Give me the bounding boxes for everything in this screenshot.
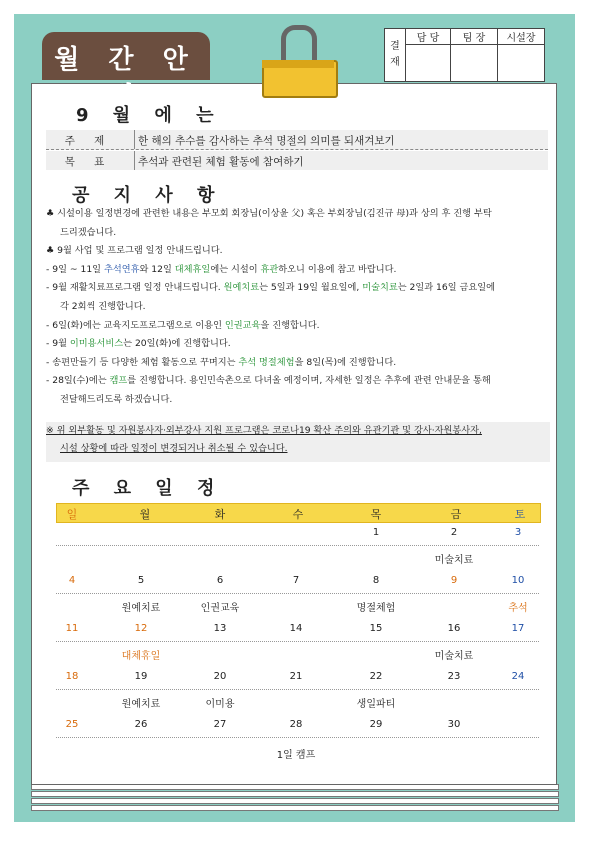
calendar-header [56, 503, 541, 523]
goal-label: 목 표 [64, 156, 113, 168]
warning-line: ※ 위 외부활동 및 자원봉사자·외부강사 지원 프로그램은 코로나19 확산 주의와 유관기관 및 강사·자원봉사자, [46, 425, 482, 436]
warning-box [46, 422, 550, 462]
approval-sign-team[interactable] [451, 45, 498, 82]
date-sat: 10 [511, 575, 525, 586]
month-title: 9 월 에 는 [76, 105, 223, 126]
date-sat: 24 [511, 671, 525, 682]
week-separator [56, 593, 539, 594]
date-fri: 2 [450, 527, 458, 538]
approval-side-label: 결 재 [385, 29, 406, 82]
date-fri: 9 [450, 575, 458, 586]
approval-col-staff: 담 당 [406, 29, 451, 45]
week-separator [56, 641, 539, 642]
title-tab [42, 32, 210, 112]
notice-title: 공 지 사 항 [72, 185, 224, 206]
approval-sign-director[interactable] [498, 45, 545, 82]
date-tue: 6 [216, 575, 224, 586]
date-sat: 3 [514, 527, 522, 538]
approval-col-team: 팀 장 [451, 29, 498, 45]
date-mon: 19 [134, 671, 148, 682]
calendar-event: 명절체험 [356, 603, 396, 614]
binder-clip-wire [281, 25, 317, 64]
date-fri: 23 [447, 671, 461, 682]
calendar-event: 미술치료 [434, 555, 474, 566]
date-wed: 28 [289, 719, 303, 730]
calendar-event: 1일 캠프 [276, 750, 316, 761]
day-header-mon: 월 [139, 508, 151, 521]
paper-edge-2 [31, 791, 559, 797]
date-wed: 14 [289, 623, 303, 634]
week-separator [56, 545, 539, 546]
date-sat: 17 [511, 623, 525, 634]
notice-line: - 9월 이미용서비스는 20일(화)에 진행합니다. [46, 338, 231, 350]
notice-line: - 28일(수)에는 캠프를 진행합니다. 용인민속촌으로 다녀올 예정이며, 자세한 일정은 추후에 관련 안내문을 통해 [46, 375, 491, 387]
day-header-sat: 토 [514, 508, 526, 521]
approval-sign-staff[interactable] [406, 45, 451, 82]
paper-edge-3 [31, 798, 559, 804]
date-thu: 1 [372, 527, 380, 538]
date-sun: 18 [65, 671, 79, 682]
notice-line: ♣ 9월 사업 및 프로그램 일정 안내드립니다. [46, 245, 223, 257]
calendar-event: 생일파티 [356, 699, 396, 710]
date-sun: 25 [65, 719, 79, 730]
warning-line: 시설 상황에 따라 일정이 변경되거나 취소될 수 있습니다. [60, 443, 288, 454]
day-header-thu: 목 [370, 508, 382, 521]
date-tue: 20 [213, 671, 227, 682]
date-tue: 13 [213, 623, 227, 634]
paper-edge-4 [31, 805, 559, 811]
approval-col-director: 시설장 [498, 29, 545, 45]
week-separator [56, 689, 539, 690]
date-thu: 15 [369, 623, 383, 634]
calendar-event: 추석 [508, 603, 528, 614]
theme-row [46, 130, 548, 150]
week-separator [56, 737, 539, 738]
notice-line: 각 2회씩 진행합니다. [60, 300, 146, 312]
day-header-sun: 일 [66, 508, 78, 521]
notice-line: ♣ 시설이용 일정변경에 관련한 내용은 부모회 회장님(이상윤 父) 혹은 부회장님(김진규 母)과 상의 후 진행 부탁 [46, 208, 492, 219]
theme-label: 주 제 [64, 135, 113, 147]
calendar-event: 이미용 [205, 699, 235, 710]
calendar-event: 미술치료 [434, 651, 474, 662]
tab-title: 월 간 안 내 [54, 45, 198, 112]
date-thu: 29 [369, 719, 383, 730]
goal-divider [134, 151, 135, 170]
calendar-event: 원예치료 [121, 699, 161, 710]
date-fri: 16 [447, 623, 461, 634]
date-wed: 21 [289, 671, 303, 682]
calendar-event: 인권교육 [200, 603, 240, 614]
date-sun: 4 [68, 575, 76, 586]
binder-clip-band [262, 60, 334, 68]
calendar-event: 원예치료 [121, 603, 161, 614]
day-header-tue: 화 [214, 508, 226, 521]
date-tue: 27 [213, 719, 227, 730]
date-fri: 30 [447, 719, 461, 730]
day-header-wed: 수 [292, 508, 304, 521]
notice-line: - 9월 재활치료프로그램 일정 안내드립니다. 원예치료는 5일과 19일 월요일에, 미술치료는 2일과 16일 금요일에 [46, 282, 496, 294]
notice-line: 전달해드리도록 하겠습니다. [60, 393, 173, 405]
goal-row [46, 151, 548, 170]
notice-line: - 송편만들기 등 다양한 체험 활동으로 꾸며지는 추석 명절체험을 8일(목)에 진행합니다. [46, 356, 397, 368]
notice-body [46, 205, 550, 410]
date-mon: 26 [134, 719, 148, 730]
theme-divider [134, 130, 135, 149]
date-wed: 7 [292, 575, 300, 586]
day-header-fri: 금 [450, 508, 462, 521]
date-sun: 11 [65, 623, 79, 634]
approval-table [384, 28, 545, 82]
notice-line: - 6일(화)에는 교육지도프로그램으로 이용인 인권교육을 진행합니다. [46, 319, 320, 331]
notice-line: - 9일 ~ 11일 추석연휴와 12일 대체휴일에는 시설이 휴관하오니 이용에 참고 바랍니다. [46, 263, 397, 275]
calendar-event: 대체휴일 [121, 651, 161, 662]
theme-text: 한 해의 추수를 감사하는 추석 명절의 의미를 되새겨보기 [138, 135, 395, 147]
goal-text: 추석과 관련된 체험 활동에 참여하기 [138, 156, 304, 168]
date-mon: 5 [137, 575, 145, 586]
notice-line: 드리겠습니다. [60, 226, 117, 238]
schedule-title: 주 요 일 정 [72, 478, 224, 499]
date-thu: 8 [372, 575, 380, 586]
date-mon: 12 [134, 623, 148, 634]
date-thu: 22 [369, 671, 383, 682]
